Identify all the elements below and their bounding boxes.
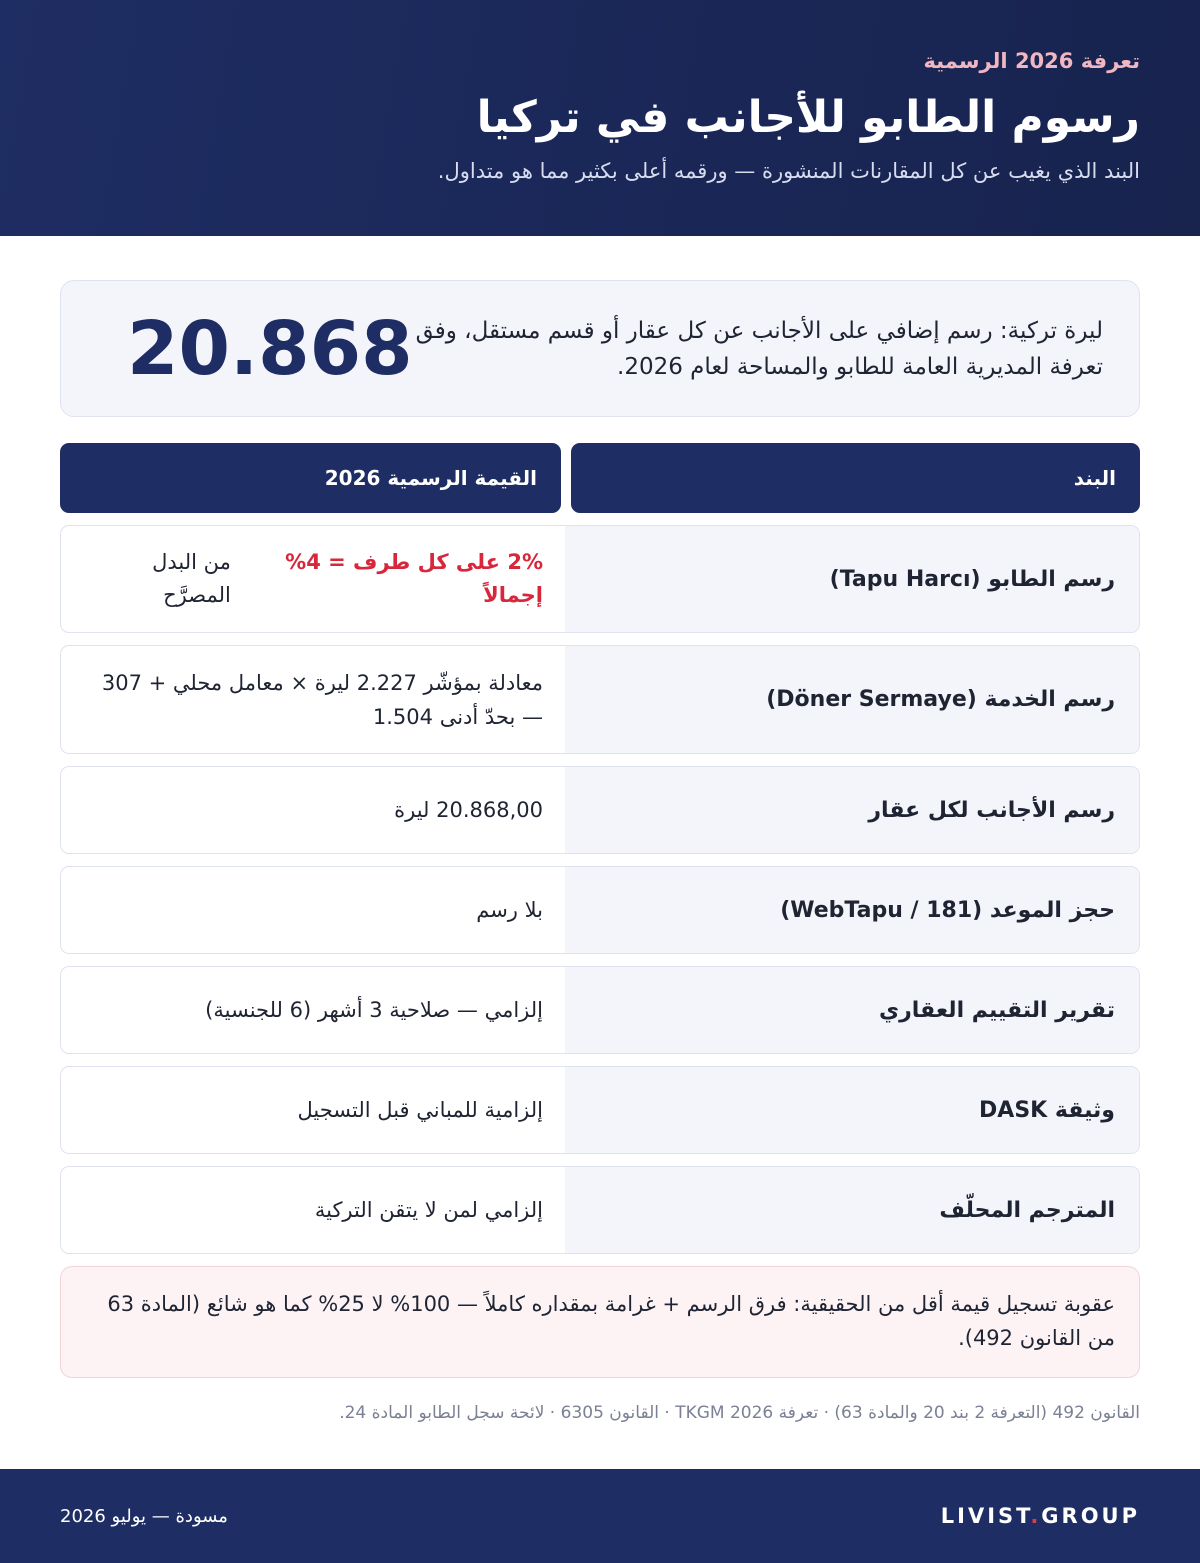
- column-header-item: البند: [571, 443, 1140, 513]
- row-value: [61, 526, 567, 632]
- brand-dot: .: [1030, 1504, 1042, 1528]
- row-item-label: رسم الأجانب لكل عقار: [565, 767, 1139, 853]
- row-item-label: وثيقة DASK: [565, 1067, 1139, 1153]
- table-row: [60, 1066, 1140, 1154]
- hero-number: 20.868: [127, 305, 413, 392]
- table-row: [60, 1166, 1140, 1254]
- row-value: إلزامي لمن لا يتقن التركية: [314, 1198, 543, 1222]
- row-value: 20.868,00 ليرة: [394, 798, 543, 822]
- draft-label: مسودة — يوليو 2026: [60, 1505, 228, 1527]
- row-value-highlight: 2% على كل طرف = 4% إجمالاً: [285, 550, 543, 607]
- row-item-label: المترجم المحلّف: [565, 1167, 1139, 1253]
- eyebrow-label: تعرفة 2026 الرسمية: [923, 49, 1140, 73]
- brand-logo: [941, 1504, 1140, 1528]
- row-item-label: رسم الخدمة (Döner Sermaye): [565, 646, 1139, 753]
- column-header-value: القيمة الرسمية 2026: [60, 443, 561, 513]
- brand-left: LIVIST: [940, 1504, 1031, 1528]
- table-header: [60, 443, 1140, 513]
- table-row: [60, 645, 1140, 754]
- sources-line: القانون 492 (التعرفة 2 بند 20 والمادة 63) · تعرفة TKGM 2026 · القانون 6305 · لائحة سجل الطابو المادة 24.: [339, 1403, 1140, 1423]
- page-header: [0, 0, 1200, 236]
- penalty-note: عقوبة تسجيل قيمة أقل من الحقيقية: فرق الرسم + غرامة بمقداره كاملاً — 100% لا 25% كما هو شائع (المادة 63 من القانون 492).: [60, 1266, 1140, 1378]
- page-subtitle: البند الذي يغيب عن كل المقارنات المنشورة — ورقمه أعلى بكثير مما هو متداول.: [437, 159, 1140, 183]
- brand-right: GROUP: [1041, 1504, 1140, 1528]
- hero-description: ليرة تركية: رسم إضافي على الأجانب عن كل عقار أو قسم مستقل، وفق تعرفة المديرية العامة للطابو والمساحة لعام 2026.: [415, 317, 1103, 380]
- row-item-label: تقرير التقييم العقاري: [565, 967, 1139, 1053]
- row-item-label: رسم الطابو (Tapu Harcı): [565, 526, 1139, 632]
- table-row: [60, 766, 1140, 854]
- table-row: [60, 525, 1140, 633]
- row-item-label: حجز الموعد (WebTapu / 181): [565, 867, 1139, 953]
- table-row: [60, 866, 1140, 954]
- row-value: إلزامية للمباني قبل التسجيل: [297, 1098, 543, 1122]
- page-title: رسوم الطابو للأجانب في تركيا: [476, 92, 1140, 143]
- table-row: [60, 966, 1140, 1054]
- page-footer: [0, 1469, 1200, 1563]
- row-value: بلا رسم: [476, 898, 543, 922]
- row-value: إلزامي — صلاحية 3 أشهر (6 للجنسية): [205, 998, 543, 1022]
- row-value-note: من البدل المصرَّح: [152, 550, 231, 607]
- hero-callout: [60, 280, 1140, 417]
- row-value: معادلة بمؤشّر 2.227 ليرة × معامل محلي + 307 — بحدّ أدنى 1.504: [101, 670, 543, 729]
